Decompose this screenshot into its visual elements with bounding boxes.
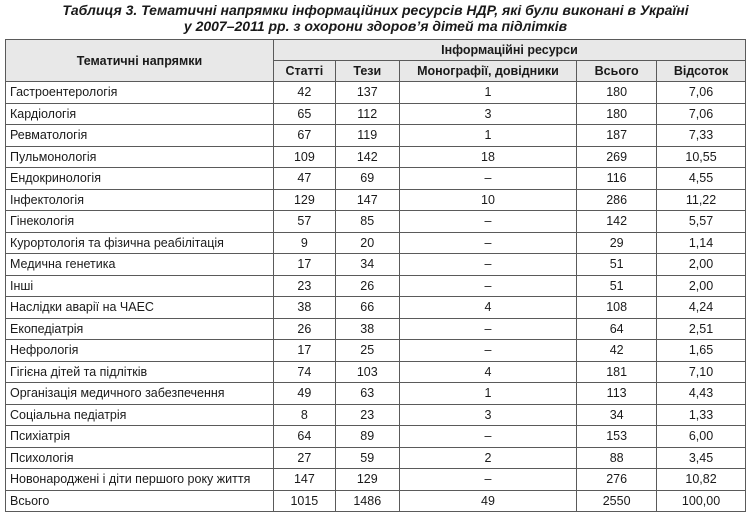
cell-theses: 1486 bbox=[335, 490, 399, 512]
table-row bbox=[6, 469, 746, 491]
caption-line-2: у 2007–2011 рр. з охорони здоров’я дітей та підлітків bbox=[183, 18, 568, 34]
cell-percent: 4,43 bbox=[657, 383, 746, 405]
table-row bbox=[6, 318, 746, 340]
cell-name: Пульмонологія bbox=[6, 146, 274, 168]
cell-theses: 119 bbox=[335, 125, 399, 147]
cell-percent: 5,57 bbox=[657, 211, 746, 233]
cell-total: 180 bbox=[577, 103, 657, 125]
table-row bbox=[6, 211, 746, 233]
cell-monographs: – bbox=[399, 469, 577, 491]
cell-monographs: 10 bbox=[399, 189, 577, 211]
table-row bbox=[6, 275, 746, 297]
cell-articles: 9 bbox=[273, 232, 335, 254]
cell-name: Кардіологія bbox=[6, 103, 274, 125]
data-table bbox=[5, 39, 746, 512]
table-row bbox=[6, 254, 746, 276]
cell-articles: 27 bbox=[273, 447, 335, 469]
table-row bbox=[6, 103, 746, 125]
cell-articles: 17 bbox=[273, 254, 335, 276]
cell-articles: 42 bbox=[273, 82, 335, 104]
table-row bbox=[6, 340, 746, 362]
cell-name: Інфектологія bbox=[6, 189, 274, 211]
cell-name: Наслідки аварії на ЧАЕС bbox=[6, 297, 274, 319]
cell-name: Нефрологія bbox=[6, 340, 274, 362]
cell-total: 51 bbox=[577, 275, 657, 297]
header-group: Інформаційні ресурси bbox=[273, 40, 745, 61]
cell-percent: 7,06 bbox=[657, 103, 746, 125]
cell-theses: 25 bbox=[335, 340, 399, 362]
cell-percent: 10,82 bbox=[657, 469, 746, 491]
cell-theses: 112 bbox=[335, 103, 399, 125]
cell-theses: 103 bbox=[335, 361, 399, 383]
cell-name: Соціальна педіатрія bbox=[6, 404, 274, 426]
cell-monographs: 1 bbox=[399, 82, 577, 104]
cell-percent: 2,00 bbox=[657, 254, 746, 276]
cell-total: 269 bbox=[577, 146, 657, 168]
cell-theses: 142 bbox=[335, 146, 399, 168]
cell-theses: 20 bbox=[335, 232, 399, 254]
cell-monographs: 1 bbox=[399, 125, 577, 147]
cell-monographs: – bbox=[399, 426, 577, 448]
cell-percent: 6,00 bbox=[657, 426, 746, 448]
cell-total: 116 bbox=[577, 168, 657, 190]
cell-name: Новонароджені і діти першого року життя bbox=[6, 469, 274, 491]
cell-total: 29 bbox=[577, 232, 657, 254]
table-caption bbox=[0, 2, 751, 34]
cell-percent: 100,00 bbox=[657, 490, 746, 512]
table-row bbox=[6, 426, 746, 448]
cell-percent: 1,33 bbox=[657, 404, 746, 426]
cell-articles: 8 bbox=[273, 404, 335, 426]
cell-total: 181 bbox=[577, 361, 657, 383]
table-row bbox=[6, 168, 746, 190]
cell-articles: 129 bbox=[273, 189, 335, 211]
cell-monographs: – bbox=[399, 168, 577, 190]
cell-total: 142 bbox=[577, 211, 657, 233]
cell-name: Курортологія та фізична реабілітація bbox=[6, 232, 274, 254]
cell-name: Гігієна дітей та підлітків bbox=[6, 361, 274, 383]
header-percent: Відсоток bbox=[657, 61, 746, 82]
table-row bbox=[6, 232, 746, 254]
cell-articles: 47 bbox=[273, 168, 335, 190]
cell-monographs: 49 bbox=[399, 490, 577, 512]
cell-total: 34 bbox=[577, 404, 657, 426]
cell-articles: 57 bbox=[273, 211, 335, 233]
cell-theses: 147 bbox=[335, 189, 399, 211]
cell-name: Гінекологія bbox=[6, 211, 274, 233]
cell-percent: 7,33 bbox=[657, 125, 746, 147]
cell-percent: 1,65 bbox=[657, 340, 746, 362]
cell-theses: 34 bbox=[335, 254, 399, 276]
table-row bbox=[6, 361, 746, 383]
cell-theses: 23 bbox=[335, 404, 399, 426]
cell-total: 276 bbox=[577, 469, 657, 491]
cell-total: 64 bbox=[577, 318, 657, 340]
cell-name: Інші bbox=[6, 275, 274, 297]
cell-name: Всього bbox=[6, 490, 274, 512]
cell-percent: 3,45 bbox=[657, 447, 746, 469]
cell-monographs: – bbox=[399, 340, 577, 362]
table-row bbox=[6, 490, 746, 512]
cell-name: Психіатрія bbox=[6, 426, 274, 448]
cell-percent: 7,10 bbox=[657, 361, 746, 383]
cell-name: Ендокринологія bbox=[6, 168, 274, 190]
cell-percent: 7,06 bbox=[657, 82, 746, 104]
cell-monographs: 18 bbox=[399, 146, 577, 168]
table-row bbox=[6, 404, 746, 426]
header-monographs: Монографії, довідники bbox=[399, 61, 577, 82]
cell-theses: 129 bbox=[335, 469, 399, 491]
cell-monographs: – bbox=[399, 232, 577, 254]
cell-monographs: 1 bbox=[399, 383, 577, 405]
cell-name: Психологія bbox=[6, 447, 274, 469]
cell-theses: 137 bbox=[335, 82, 399, 104]
cell-total: 113 bbox=[577, 383, 657, 405]
cell-monographs: 3 bbox=[399, 404, 577, 426]
cell-monographs: – bbox=[399, 254, 577, 276]
table-body bbox=[6, 82, 746, 512]
cell-name: Ревматологія bbox=[6, 125, 274, 147]
cell-theses: 69 bbox=[335, 168, 399, 190]
cell-name: Медична генетика bbox=[6, 254, 274, 276]
table-row bbox=[6, 447, 746, 469]
cell-percent: 10,55 bbox=[657, 146, 746, 168]
cell-theses: 89 bbox=[335, 426, 399, 448]
cell-name: Організація медичного забезпечення bbox=[6, 383, 274, 405]
header-topic: Тематичні напрямки bbox=[6, 40, 274, 82]
cell-theses: 59 bbox=[335, 447, 399, 469]
cell-theses: 38 bbox=[335, 318, 399, 340]
table-row bbox=[6, 125, 746, 147]
table-header bbox=[6, 40, 746, 82]
cell-articles: 17 bbox=[273, 340, 335, 362]
cell-monographs: 3 bbox=[399, 103, 577, 125]
cell-total: 108 bbox=[577, 297, 657, 319]
cell-percent: 4,55 bbox=[657, 168, 746, 190]
cell-percent: 1,14 bbox=[657, 232, 746, 254]
cell-theses: 85 bbox=[335, 211, 399, 233]
cell-total: 51 bbox=[577, 254, 657, 276]
cell-theses: 66 bbox=[335, 297, 399, 319]
cell-total: 187 bbox=[577, 125, 657, 147]
cell-theses: 63 bbox=[335, 383, 399, 405]
cell-articles: 65 bbox=[273, 103, 335, 125]
cell-total: 153 bbox=[577, 426, 657, 448]
header-theses: Тези bbox=[335, 61, 399, 82]
cell-total: 180 bbox=[577, 82, 657, 104]
cell-monographs: 4 bbox=[399, 361, 577, 383]
cell-total: 286 bbox=[577, 189, 657, 211]
cell-articles: 74 bbox=[273, 361, 335, 383]
table-row bbox=[6, 189, 746, 211]
cell-articles: 49 bbox=[273, 383, 335, 405]
cell-articles: 67 bbox=[273, 125, 335, 147]
cell-total: 42 bbox=[577, 340, 657, 362]
cell-monographs: – bbox=[399, 318, 577, 340]
cell-percent: 2,00 bbox=[657, 275, 746, 297]
cell-theses: 26 bbox=[335, 275, 399, 297]
cell-articles: 1015 bbox=[273, 490, 335, 512]
table-row bbox=[6, 146, 746, 168]
header-articles: Статті bbox=[273, 61, 335, 82]
header-total: Всього bbox=[577, 61, 657, 82]
cell-total: 2550 bbox=[577, 490, 657, 512]
cell-articles: 64 bbox=[273, 426, 335, 448]
cell-name: Гастроентерологія bbox=[6, 82, 274, 104]
cell-articles: 109 bbox=[273, 146, 335, 168]
cell-monographs: 2 bbox=[399, 447, 577, 469]
cell-monographs: – bbox=[399, 275, 577, 297]
table-row bbox=[6, 383, 746, 405]
table-row bbox=[6, 297, 746, 319]
cell-articles: 38 bbox=[273, 297, 335, 319]
cell-percent: 2,51 bbox=[657, 318, 746, 340]
cell-articles: 23 bbox=[273, 275, 335, 297]
cell-name: Екопедіатрія bbox=[6, 318, 274, 340]
cell-articles: 147 bbox=[273, 469, 335, 491]
cell-percent: 11,22 bbox=[657, 189, 746, 211]
cell-monographs: 4 bbox=[399, 297, 577, 319]
cell-articles: 26 bbox=[273, 318, 335, 340]
cell-percent: 4,24 bbox=[657, 297, 746, 319]
caption-line-1: Таблиця 3. Тематичні напрямки інформаційних ресурсів НДР, які були виконані в Україні bbox=[62, 2, 689, 18]
cell-total: 88 bbox=[577, 447, 657, 469]
cell-monographs: – bbox=[399, 211, 577, 233]
table-row bbox=[6, 82, 746, 104]
